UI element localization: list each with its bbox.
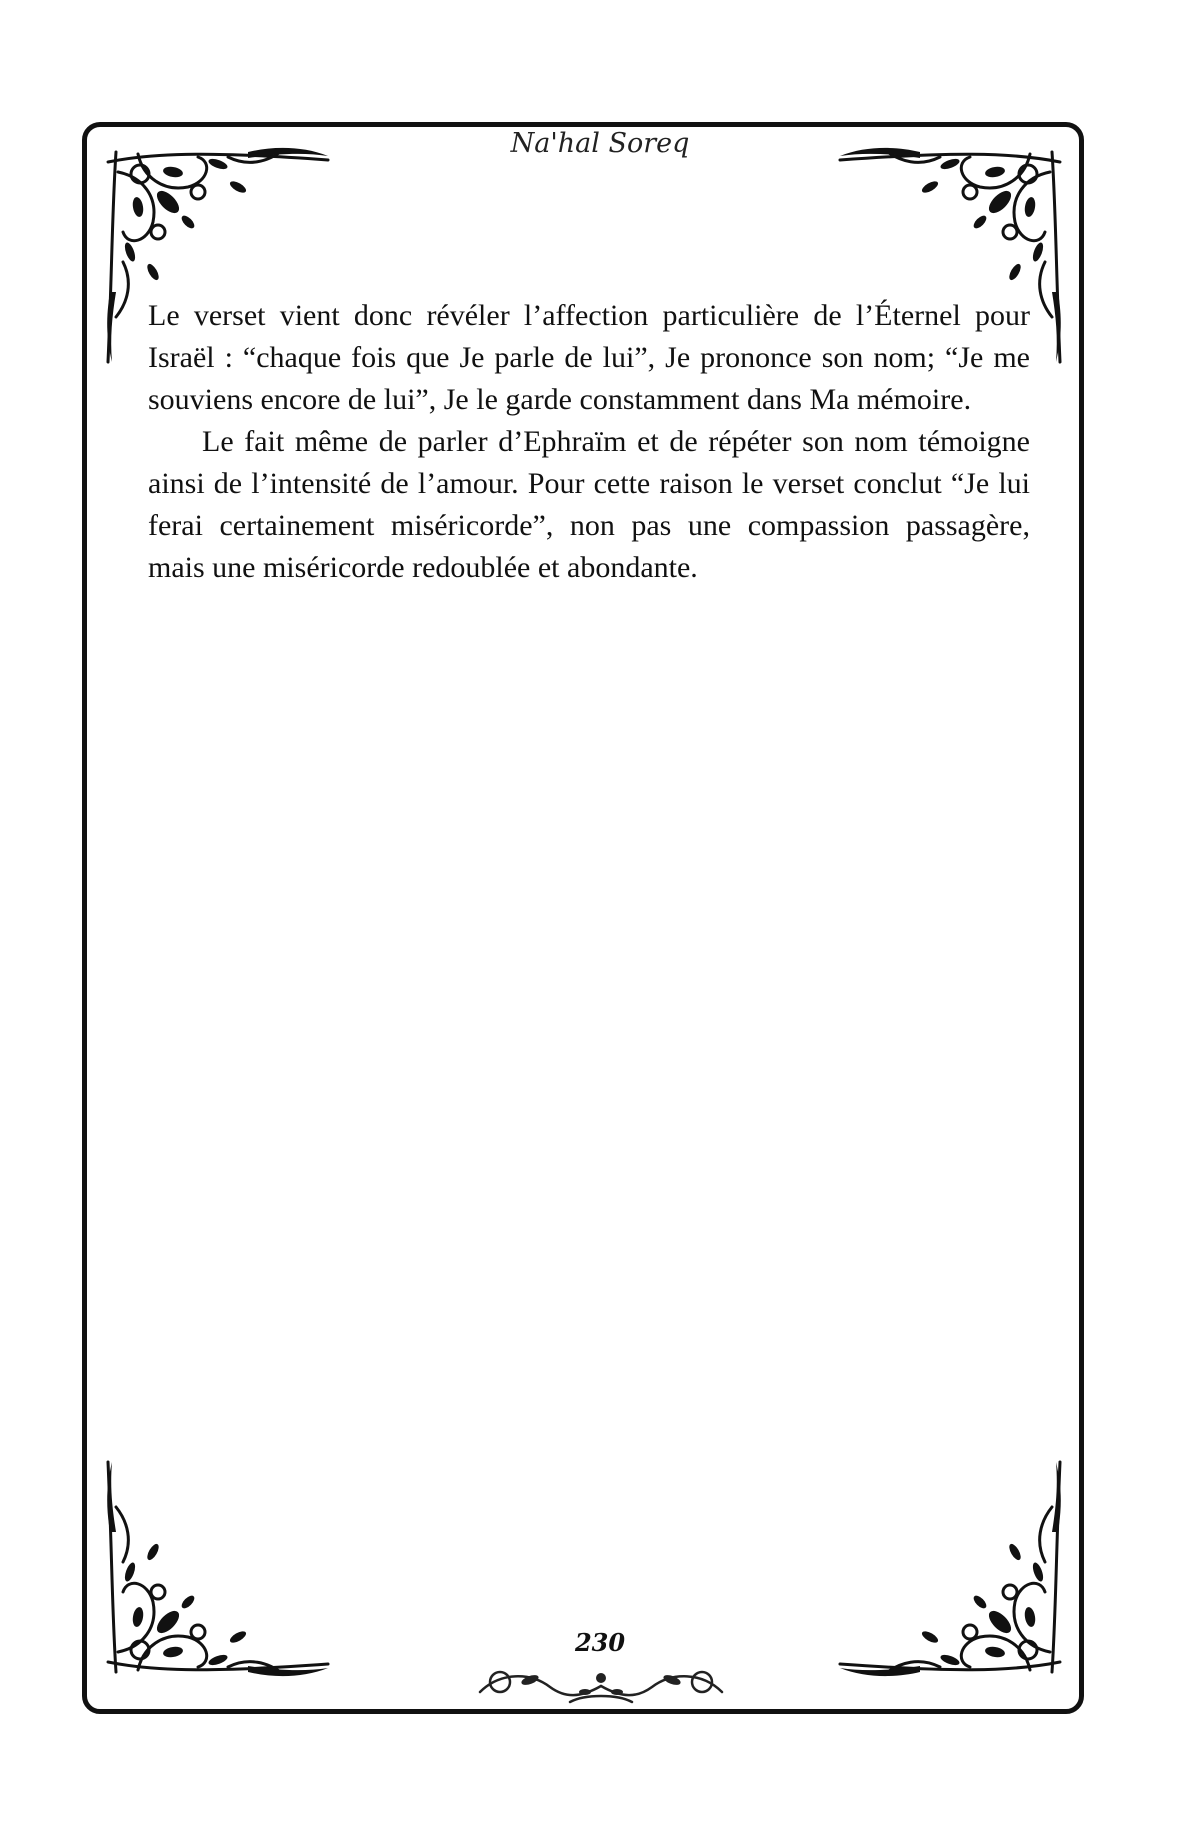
running-head: Na'hal Soreq (510, 128, 690, 159)
footer-ornament-icon (470, 1652, 732, 1710)
paragraph-2: Le fait même de parler d’Ephraïm et de répéter son nom témoigne ainsi de l’intensité de l’amour. Pour cette raison le verset conclut “Je lui ferai certainement miséricorde”, non pas une compassion passagère, mais une miséricorde redoublée et abondante. (148, 425, 1030, 584)
page-number: 230 (574, 1628, 626, 1657)
paragraph-1: Le verset vient donc révéler l’affection particulière de l’Éternel pour Israël : “chaque fois que Je parle de lui”, Je prononce son nom; “Je me souviens encore de lui”, Je le garde constamment dans Ma mémoire. (148, 299, 1030, 416)
body-text (148, 295, 1030, 589)
